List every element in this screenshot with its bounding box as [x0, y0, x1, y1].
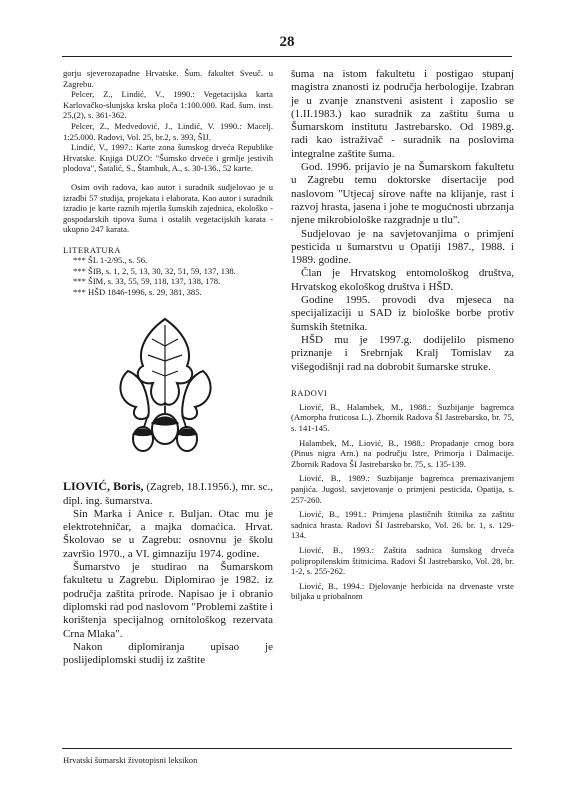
reference-item: Pelcer, Z., Lindić, V., 1990.: Vegetacijska karta Karlovačko-slunjska krska ploča 1:100.000. Rad. šum. inst. 25,(2), s. 361-362. [63, 89, 273, 121]
publication-item: Liović, B., Halambek, M., 1988.: Suzbijanje bagremca (Amorpha fruticosa L.). Zbornik Radova ŠI Jastrebarsko, br. 75, s. 141-145. [291, 401, 514, 434]
publication-item: Liović, B., 1994.: Djelovanje herbicida na drvenaste vrste biljaka u priobalnom [291, 580, 514, 602]
page-number: 28 [279, 34, 295, 50]
reference-item: Lindić, V., 1997.: Karte zona šumskog drveća Republike Hrvatske. Knjiga DUZO: "Šumsko drveće i grmlje jestivih plodova", Šatalić, S., Štambuk, A., s. 30-136., 52 karte. [63, 142, 273, 174]
biography-paragraph: šuma na istom fakultetu i postigao stupanj magistra znanosti iz područja herbologije. Izabran je u zvanje znanstveni asistent i zaposlio se (1.II.1983.) kao suradnik za zaštitu šuma u Šumarskom institutu Jastrebarsko. Od 1989.g. radi kao istraživač - suradnik na poslovima integralne zaštite šuma. [291, 68, 514, 160]
literature-source: *** ŠIB, s. 1, 2, 5, 13, 30, 32, 51, 59, 137, 138. [73, 265, 236, 276]
biography-paragraph: HŠD mu je 1997.g. dodijelilo pismeno priznanje i Srebrnjak Kralj Tomislav za višegodišnji rad na dobrobit šumarske struke. [291, 333, 514, 373]
radovi-heading: RADOVI [291, 387, 328, 398]
works-summary: Osim ovih radova, kao autor i suradnik sudjelovao je u izradbi 57 studija, projekata i elaborata. Kao autor i suradnik izradio je karte raznih mjerila šumskih zajednica, ekološko - gospodarskih tipova šuma i ostalih vegetacijskih karata - ukupno 247 karata. [63, 181, 273, 235]
publication-item: Liović, B., 1989.: Suzbijanje bagremca premazivanjem panjića. Jugosl. savjetovanje o primjeni pesticida, Opatija, s. 257-260. [291, 473, 514, 505]
reference-item: Pelcer, Z., Medvedović, J., Lindić, V. 1990.: Macelj. 1:25.000. Radovi, Vol. 25, br.2, s. 393, ŠIJ. [63, 120, 273, 142]
biography-intro: (Zagreb, 18.I.1956.), mr. sc., dipl. ing. šumarstva. [63, 481, 273, 507]
biography-paragraph: Sin Marka i Anice r. Buljan. Otac mu je elektrotehničar, a majka domaćica. Hrvat. Školovao se u Zagrebu: osnovnu je školu završio 1970., a VI. gimnaziju 1974. godine. [63, 507, 273, 560]
biography-paragraph: Šumarstvo je studirao na Šumarskom fakultetu u Zagrebu. Diplomirao je 1982. iz područja zaštita prirode. Napisao je i obranio diplomski rad pod naslovom "Problemi zaštite i korištenja specijalnog ornitološkog rezervata Crna Mlaka". [63, 561, 273, 640]
oak-leaf-acorn-emblem [108, 311, 223, 461]
biography-paragraph: Član je Hrvatskog entomološkog društva, Hrvatskog ekološkog društva i HŠD. [291, 267, 514, 293]
biography-paragraph: God. 1996. prijavio je na Šumarskom fakultetu u Zagrebu temu doktorske disertacije pod naslovom "Utjecaj sirove nafte na klijanje, rast i razvoj hrasta, jasena i johe te mogućnosti ubrzanja njene mikrobiološke razgradnje u tlu". [291, 161, 514, 227]
biography-paragraph: Godine 1995. provodi dva mjeseca na specijalizaciji u SAD iz biološke borbe protiv šumskih štetnika. [291, 294, 514, 333]
literature-source: *** ŠIM, s. 33, 55, 59, 118, 137, 138, 178. [73, 276, 221, 287]
right-column [291, 68, 514, 602]
biography-paragraph: Nakon diplomiranja upisao je poslijediplomski studij iz zaštite [63, 640, 273, 667]
header-rule [62, 56, 512, 57]
publication-item: Liović, B., 1991.: Primjena plastičnih štitnika za zaštitu sadnica hrasta. Radovi ŠI Jastrebarsko, Vol. 26. br. 1, s. 129-134. [291, 509, 514, 541]
footer-title: Hrvatski šumarski životopisni leksikon [63, 755, 198, 765]
reference-item: gorju sjeverozapadne Hrvatske. Šum. fakultet Sveuč. u Zagrebu. [63, 68, 273, 89]
literature-source: *** ŠL 1-2/95., s. 56. [73, 254, 148, 265]
literatura-heading: LITERATURA [63, 244, 121, 255]
publication-item: Liović, B., 1993.: Zaštita sadnica šumskog drveća polipropilenskim štitnicima. Radovi ŠI Jastrebarsko, Vol. 28, br. 1-2, s. 255-262. [291, 544, 514, 577]
biography-headline [63, 480, 273, 508]
literature-source: *** HŠD 1846-1996, s. 29, 381, 385. [73, 286, 202, 297]
footer-rule [62, 748, 512, 749]
left-column [63, 68, 273, 667]
publication-item: Halambek, M., Liović, B., 1988.: Propadanje crnog bora (Pinus nigra Arn.) na području Istre, Primorja i Dalmacije. Zbornik Radova ŠI Jastrebarsko br. 75, s. 135-139. [291, 437, 514, 469]
biography-paragraph: Sudjelovao je na savjetovanjima o primjeni pesticida u šumarstvu u Opatiji 1987., 1988. i 1989. godine. [291, 227, 514, 267]
biography-name: LIOVIĆ, Boris, [63, 479, 144, 494]
